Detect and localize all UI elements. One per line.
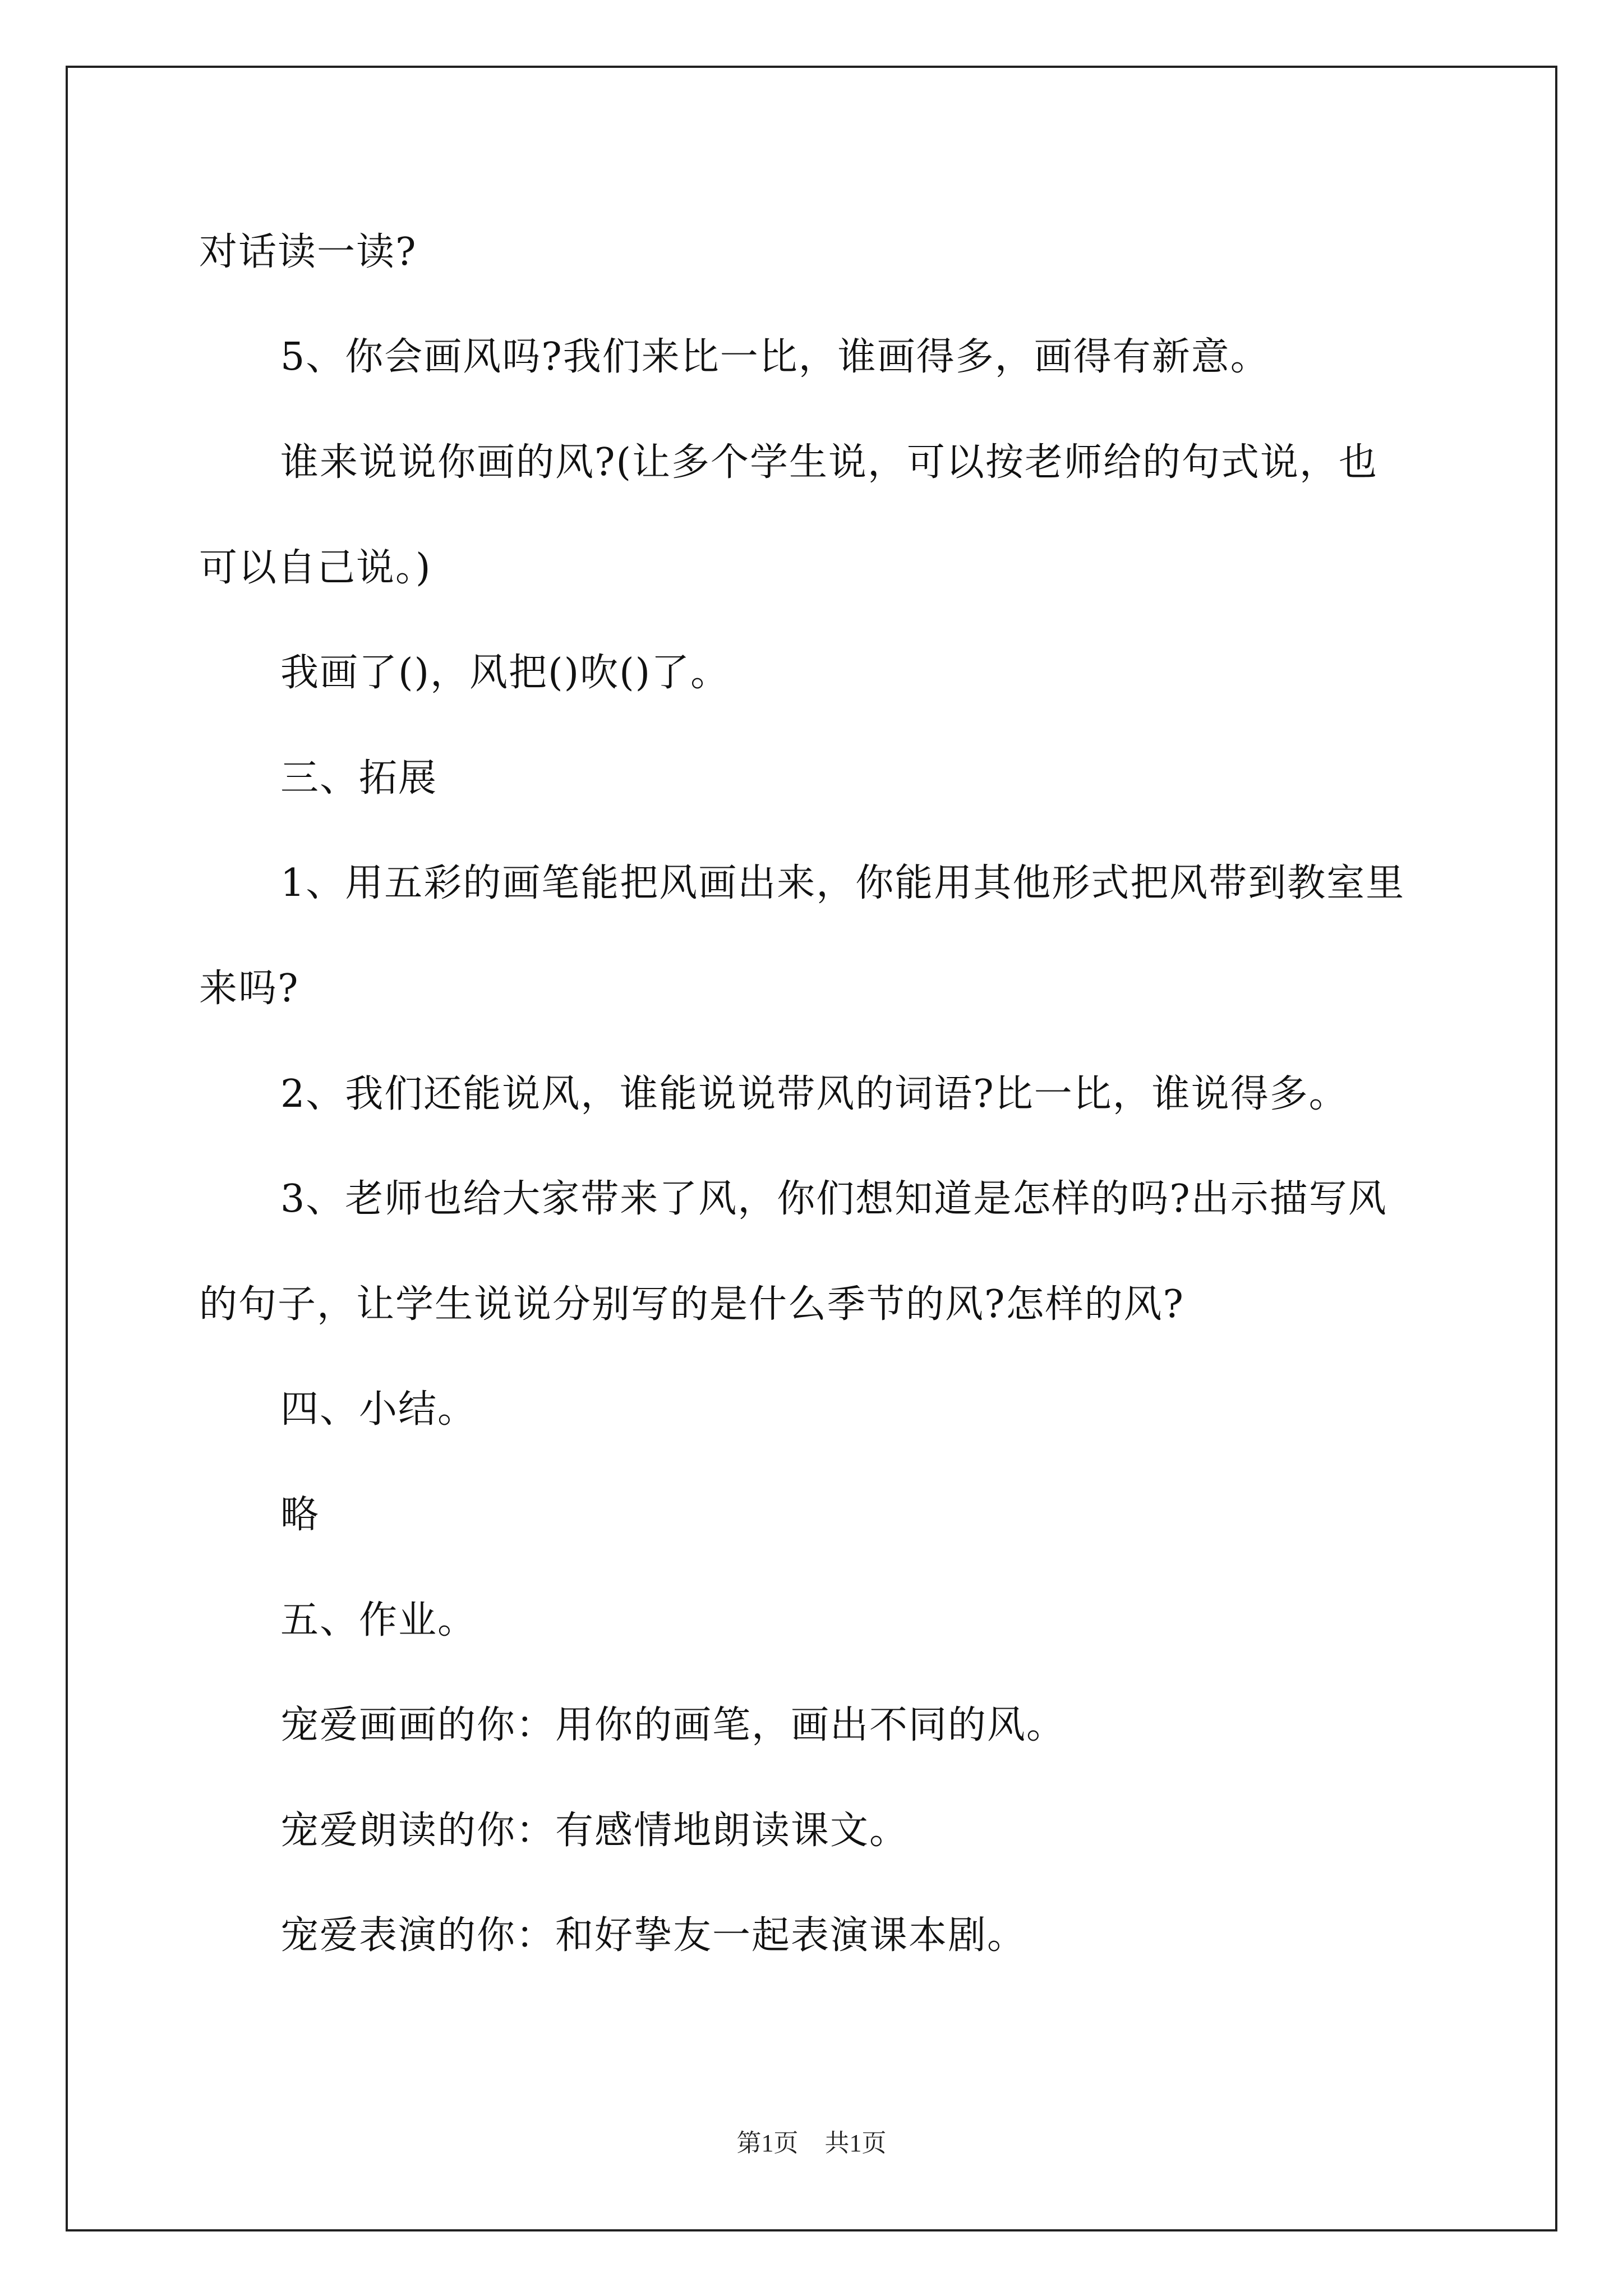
paragraph-line: 宠爱表演的你：和好挚友一起表演课本剧。	[280, 1913, 1027, 1958]
page-border	[66, 66, 1557, 2231]
section-heading: 三、拓展	[280, 756, 438, 800]
section-heading: 四、小结。	[280, 1387, 477, 1432]
paragraph-line: 来吗?	[199, 967, 299, 1011]
paragraph-line: 对话读一读?	[199, 230, 417, 274]
paragraph-line: 3、老师也给大家带来了风，你们想知道是怎样的吗?出示描写风	[280, 1177, 1387, 1221]
paragraph-line: 我画了()，风把()吹()了。	[280, 651, 730, 695]
paragraph-line: 略	[280, 1493, 320, 1537]
page-number: 第1页	[736, 2129, 799, 2157]
paragraph-line: 2、我们还能说风，谁能说说带风的词语?比一比，谁说得多。	[280, 1072, 1348, 1116]
section-heading: 五、作业。	[280, 1598, 477, 1642]
paragraph-line: 宠爱画画的你：用你的画笔，画出不同的风。	[280, 1703, 1066, 1747]
page-total: 共1页	[824, 2129, 887, 2157]
paragraph-line: 宠爱朗读的你：有感情地朗读课文。	[280, 1809, 909, 1853]
paragraph-line: 的句子，让学生说说分别写的是什么季节的风?怎样的风?	[199, 1282, 1184, 1327]
paragraph-line: 5、你会画风吗?我们来比一比，谁画得多，画得有新意。	[280, 335, 1270, 379]
paragraph-line: 谁来说说你画的风?(让多个学生说，可以按老师给的句式说，也	[280, 440, 1378, 485]
page-footer	[0, 2128, 1623, 2159]
paragraph-line: 1、用五彩的画笔能把风画出来，你能用其他形式把风带到教室里	[280, 861, 1405, 905]
paragraph-line: 可以自己说。)	[199, 546, 432, 590]
